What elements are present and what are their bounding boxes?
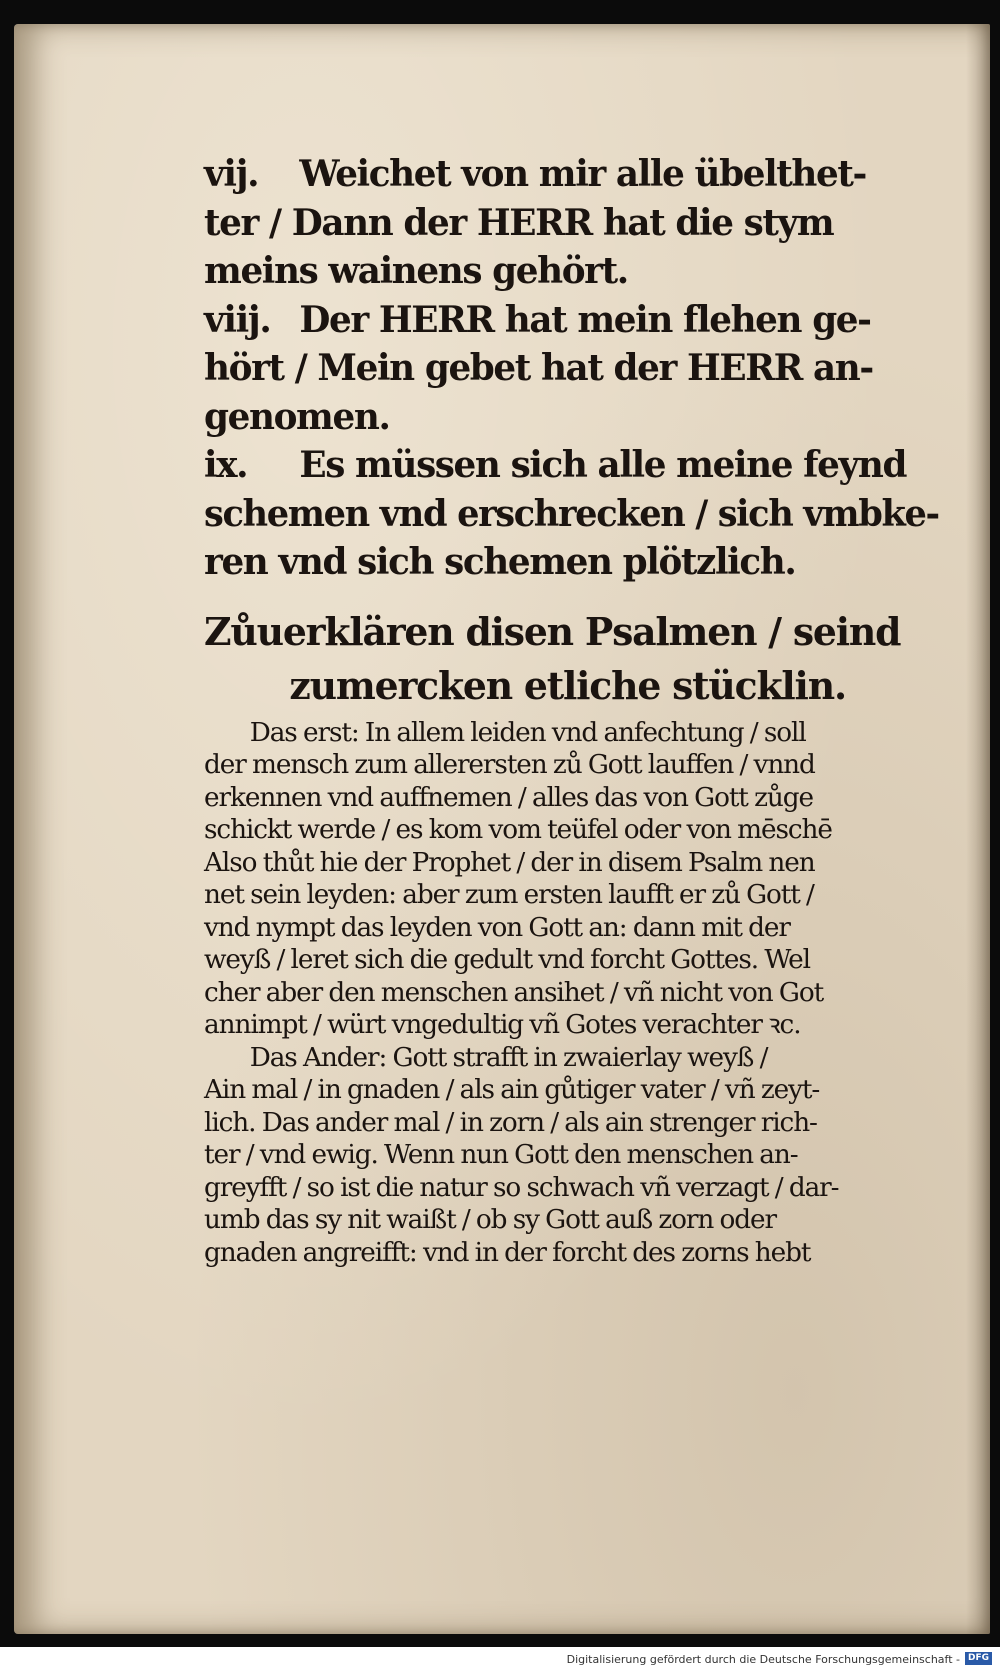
paragraph-line: greyfft / so ist die natur so schwach vñ verzagt / dar-	[204, 1171, 839, 1203]
paragraph-line: weyß / leret sich die gedult vnd forcht Gottes. Wel	[204, 944, 810, 975]
verse-line	[204, 538, 939, 587]
verse-text: Es müssen sich alle meine feynd	[299, 444, 907, 486]
paragraph-line: umb das sy nit waißt / ob sy Gott auß zorn oder	[204, 1204, 776, 1235]
verse-line	[204, 247, 939, 296]
verse-text: genomen.	[204, 395, 390, 438]
verse-line	[204, 199, 939, 248]
paragraph-line: vnd nympt das leyden von Gott an: dann mit der	[204, 911, 790, 943]
verse-number: vij.	[204, 153, 259, 195]
verse-number: viij.	[204, 298, 271, 341]
paragraph-first	[204, 717, 944, 1042]
verse-text: schemen vnd erschrecken / sich vmbke-	[204, 492, 939, 535]
verse-text: ren vnd sich schemen plötzlich.	[204, 541, 796, 583]
paragraph-line: net sein leyden: aber zum ersten laufft er zů Gott /	[204, 879, 814, 910]
footer-bar	[0, 1647, 1000, 1669]
verse-9	[204, 441, 944, 587]
paragraph-line: ter / vnd ewig. Wenn nun Gott den menschen an-	[204, 1139, 798, 1170]
paragraph-line: Also thůt hie der Prophet / der in disem Psalm nen	[204, 846, 815, 878]
dfg-logo: DFG	[965, 1652, 992, 1665]
paragraph-line: Das erst: In allem leiden vnd anfechtung / soll	[249, 716, 806, 748]
paragraph-line: der mensch zum allerersten zů Gott lauffen / vnnd	[204, 749, 815, 780]
commentary	[204, 717, 944, 1270]
paragraph-line: lich. Das ander mal / in zorn / als ain strenger rich-	[204, 1106, 817, 1138]
verse-text: ter / Dann der HERR hat die stym	[204, 201, 834, 244]
section-heading	[204, 605, 944, 713]
verse-text: meins wainens gehört.	[204, 250, 628, 292]
footer-credit: Digitalisierung gefördert durch die Deutsche Forschungsgemeinschaft -	[566, 1653, 960, 1666]
verse-line	[204, 344, 939, 393]
paragraph-second	[204, 1042, 944, 1270]
paragraph-line: cher aber den menschen ansihet / vñ nicht von Got	[204, 976, 824, 1008]
verse-line	[204, 441, 939, 490]
verse-text: hört / Mein gebet hat der HERR an-	[204, 347, 873, 389]
verse-7	[204, 150, 944, 296]
page-edge	[966, 24, 990, 1634]
paragraph-line: gnaden angreifft: vnd in der forcht des zorns hebt	[204, 1236, 811, 1268]
verse-line	[204, 490, 939, 539]
text-block	[204, 150, 944, 1269]
verse-text: Weichet von mir alle übelthet-	[299, 153, 866, 195]
paragraph-line: erkennen vnd auffnemen / alles das von Gott zůge	[204, 781, 813, 813]
verse-line	[204, 296, 939, 345]
verse-8	[204, 296, 944, 442]
verse-line	[204, 393, 939, 442]
heading-line: Zůuerklären disen Psalmen / seind	[204, 608, 901, 654]
paragraph-line: Das Ander: Gott strafft in zwaierlay weyß /	[249, 1041, 768, 1073]
paragraph-line: Ain mal / in gnaden / als ain gůtiger vater / vñ zeyt-	[204, 1074, 820, 1105]
heading-line: zumercken etliche stücklin.	[289, 662, 846, 708]
verse-text: Der HERR hat mein flehen ge-	[299, 298, 871, 341]
verse-number: ix.	[204, 444, 248, 486]
paragraph-line: schickt werde / es kom vom teüfel oder von mēschē	[204, 814, 832, 845]
verse-line	[204, 150, 939, 199]
paragraph-line: annimpt / würt vngedultig vñ Gotes verachter ꝛc.	[204, 1009, 801, 1040]
